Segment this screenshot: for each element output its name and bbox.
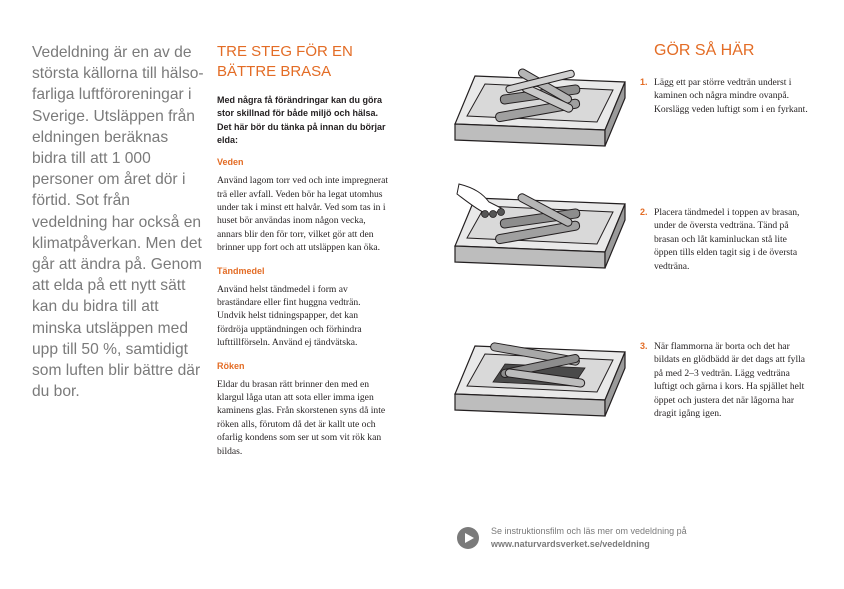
middle-lead: Med några få förändringar kan du göra stor skillnad för både miljö och hälsa. Det här bör du tänka på innan du börjar elda:	[217, 95, 386, 145]
step-number: 1.	[640, 77, 648, 87]
step-text: Placera tändmedel i toppen av brasan, under de översta vedträna. Tänd på brasan och låt kaminluckan stå lite öppen tills elden tagit sig i de översta vedträna.	[654, 207, 800, 272]
footer-line: Se instruktionsfilm och läs mer om vedeldning på	[491, 526, 687, 536]
footer-text	[491, 525, 687, 551]
step-3	[640, 340, 810, 420]
step-2	[640, 206, 810, 273]
right-title: GÖR SÅ HÄR	[654, 42, 755, 59]
firebox-illustration-2	[445, 180, 635, 272]
section-text: Använd helst tändmedel i form av braständare eller fint huggna vedträn. Undvik helst tidningspapper, det kan fördröja upptändningen och förhindra lufttillförseln. Använd ej tändvätska.	[217, 283, 362, 349]
section-tandmedel	[217, 265, 389, 350]
middle-title: TRE STEG FÖR EN BÄTTRE BRASA	[217, 43, 353, 80]
middle-column	[217, 42, 389, 458]
step-number: 2.	[640, 207, 648, 217]
footer	[457, 525, 687, 551]
section-text: Använd lagom torr ved och inte impregnerat trä eller avfall. Veden bör ha legat utomhus under tak i minst ett halvår. Ved som tas in i huset bör användas inom någon vecka, annars blir den för torr, vilket gör att den brinner upp fort och att utsläppen kan öka.	[217, 175, 389, 254]
intro-text: Vedeldning är en av de största källorna till hälsofarliga luftföroreningar i Sverige. Utsläppen från eldningen beräknas bidra till att 1 000 personer om året dör i förtid. Sot från vedeldning har också en klimatpåverkan. Men det går att ändra på. Genom att elda på ett nytt sätt kan du bidra till att minska utsläppen med upp till 50 %, samtidigt som luften blir bättre där du bor.	[32, 44, 204, 401]
section-veden	[217, 156, 389, 254]
step-1	[640, 76, 810, 116]
section-heading: Veden	[217, 157, 244, 168]
section-heading: Röken	[217, 360, 245, 371]
step-text: Lägg ett par större vedträn underst i kaminen och några mindre ovanpå. Korslägg veden luftigt som i en fyrkant.	[654, 77, 808, 115]
step-number: 3.	[640, 341, 648, 351]
section-roken	[217, 360, 389, 458]
play-icon[interactable]	[457, 527, 479, 549]
step-text: När flammorna är borta och det har bildats en glödbädd är det dags att fylla på med 2–3 vedträn. Lägg vedträna luftigt och gärna i kors. Ha spjället helt öppet och justera det när lågorna har dragit igång igen.	[654, 341, 806, 420]
section-text: Eldar du brasan rätt brinner den med en klargul låga utan att sota eller imma igen kaminens glas. Från skorstenen syns då inte röken alls, förutom då det är kallt ute och ofarlig kondens som ser ut som vit rök kan bildas.	[217, 378, 386, 457]
section-heading: Tändmedel	[217, 265, 265, 276]
firebox-illustration-1	[445, 68, 635, 150]
firebox-illustration-3	[445, 336, 635, 428]
footer-link[interactable]: www.naturvardsverket.se/vedeldning	[491, 539, 650, 549]
